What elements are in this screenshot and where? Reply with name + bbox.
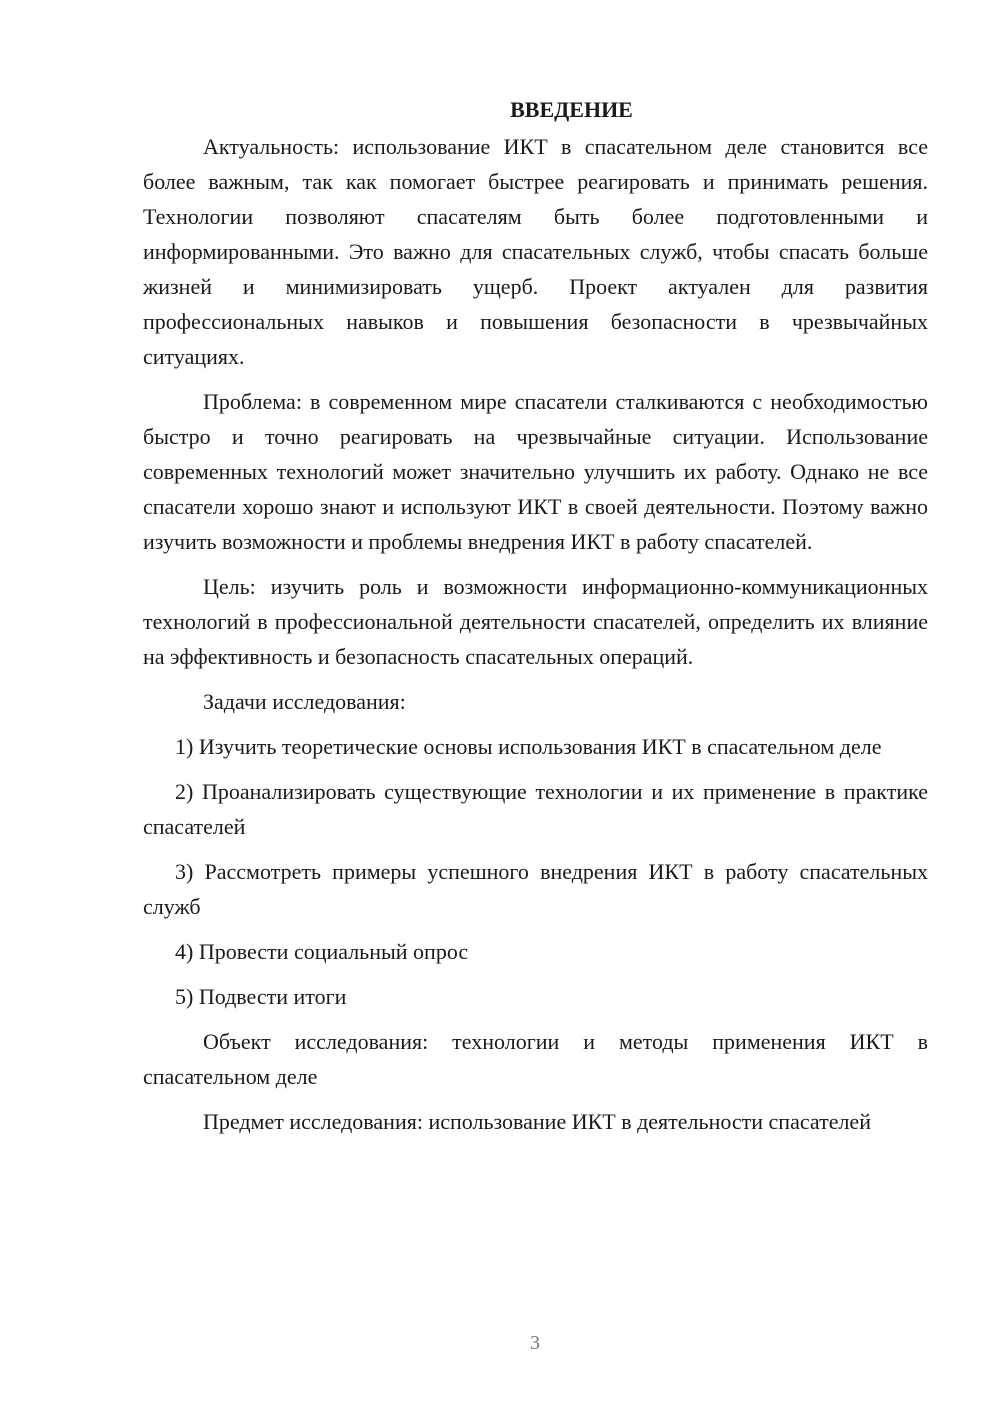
document-page — [143, 92, 928, 1149]
task-item-1: 1) Изучить теоретические основы использования ИКТ в спасательном деле — [175, 734, 882, 759]
problem-paragraph: Проблема: в современном мире спасатели сталкиваются с необходимостью быстро и точно реагировать на чрезвычайные ситуации. Использование современных технологий может значительно улучшить их работу. Однако не все спасатели хорошо знают и используют ИКТ в своей деятельности. Поэтому важно изучить возможности и проблемы внедрения ИКТ в работу спасателей. — [143, 389, 928, 554]
document-title: ВВЕДЕНИЕ — [510, 97, 633, 122]
goal-paragraph: Цель: изучить роль и возможности информационно-коммуникационных технологий в профессиональной деятельности спасателей, определить их влияние на эффективность и безопасность спасательных операций. — [143, 574, 928, 669]
research-subject-paragraph: Предмет исследования: использование ИКТ в деятельности спасателей — [203, 1109, 871, 1134]
task-item-3: 3) Рассмотреть примеры успешного внедрения ИКТ в работу спасательных служб — [143, 859, 928, 919]
task-item-2: 2) Проанализировать существующие технологии и их применение в практике спасателей — [143, 779, 928, 839]
task-item-4: 4) Провести социальный опрос — [175, 939, 469, 964]
page-number: 3 — [530, 1332, 540, 1354]
relevance-paragraph: Актуальность: использование ИКТ в спасательном деле становится все более важным, так как помогает быстрее реагировать и принимать решения. Технологии позволяют спасателям быть более подготовленными и информированными. Это важно для спасательных служб, чтобы спасать больше жизней и минимизировать ущерб. Проект актуален для развития профессиональных навыков и повышения безопасности в чрезвычайных ситуациях. — [143, 134, 928, 369]
research-object-paragraph: Объект исследования: технологии и методы применения ИКТ в спасательном деле — [143, 1029, 928, 1089]
tasks-heading: Задачи исследования: — [203, 689, 406, 714]
task-item-5: 5) Подвести итоги — [175, 984, 347, 1009]
